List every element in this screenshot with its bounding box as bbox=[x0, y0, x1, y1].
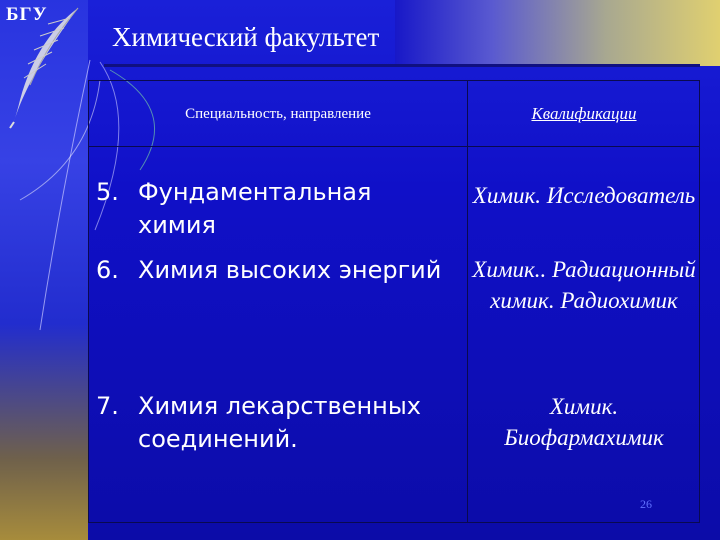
item-number: 7. bbox=[96, 392, 119, 420]
page-title: Химический факультет bbox=[112, 22, 380, 52]
list-item-specialty-7 bbox=[96, 390, 456, 456]
item-name: Фундаментальная химия bbox=[138, 178, 372, 239]
table-header-divider bbox=[88, 146, 700, 147]
header-specialty: Специальность, направление bbox=[185, 106, 371, 122]
page-number: 26 bbox=[640, 497, 652, 511]
header-qualifications: Квалификации bbox=[531, 104, 637, 123]
item-name: Химия лекарственных соединений. bbox=[138, 392, 421, 453]
qualification-7: Химик. Биофармахимик bbox=[504, 394, 664, 450]
title-underline bbox=[104, 64, 700, 67]
logo-text: БГУ bbox=[6, 4, 48, 25]
qualification-6: Химик.. Радиационный химик. Радиохимик bbox=[472, 257, 696, 313]
qualification-5: Химик. Исследователь bbox=[472, 183, 696, 208]
item-number: 5. bbox=[96, 178, 119, 206]
item-number: 6. bbox=[96, 256, 119, 284]
item-name: Химия высоких энергий bbox=[138, 256, 442, 284]
list-item-specialty-5 bbox=[96, 176, 456, 242]
list-item-specialty-6 bbox=[96, 254, 456, 287]
